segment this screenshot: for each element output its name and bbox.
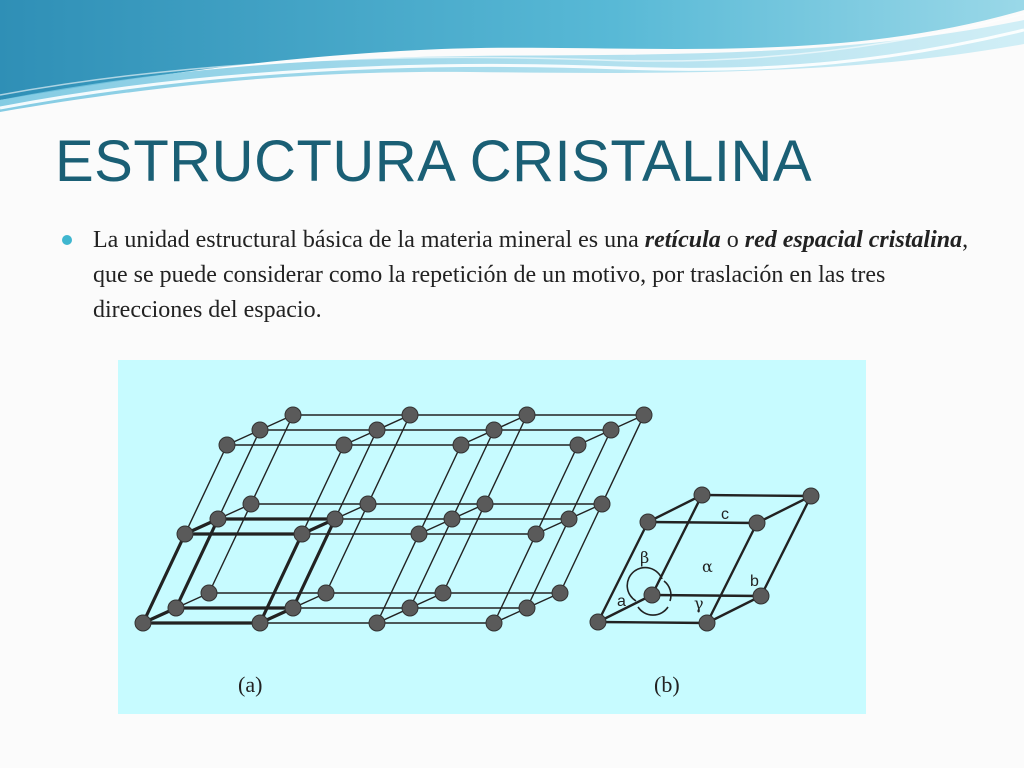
header-wave-decoration xyxy=(0,0,1024,120)
atom-node xyxy=(402,407,418,423)
atom-node xyxy=(369,422,385,438)
atom-node xyxy=(201,585,217,601)
atom-node xyxy=(444,511,460,527)
bullet-text-part3: , que se puede considerar como la repetición de un motivo, por traslación en las tres direcciones del espacio. xyxy=(93,227,969,323)
bullet-text xyxy=(93,223,982,328)
atom-node xyxy=(435,585,451,601)
atom-node xyxy=(552,585,568,601)
atom-node xyxy=(168,600,184,616)
atom-node xyxy=(486,615,502,631)
bullet-emphasis-red-espacial: red espacial cristalina xyxy=(744,227,963,253)
atom-node xyxy=(636,407,652,423)
atom-node xyxy=(360,496,376,512)
slide-title: ESTRUCTURA CRISTALINA xyxy=(55,129,813,194)
angle-label-alpha: α xyxy=(702,557,713,576)
atom-node xyxy=(369,615,385,631)
angle-arc-gamma xyxy=(638,607,668,615)
atom-node xyxy=(135,615,151,631)
atom-node xyxy=(694,487,710,503)
atom-node xyxy=(294,526,310,542)
atom-node xyxy=(318,585,334,601)
space-lattice-a xyxy=(135,407,652,631)
unit-cell-edge xyxy=(648,495,702,522)
bullet-emphasis-reticula: retícula xyxy=(644,227,721,253)
atom-node xyxy=(753,588,769,604)
atom-node xyxy=(411,526,427,542)
atom-node xyxy=(640,514,656,530)
atom-node xyxy=(519,407,535,423)
edge-label-a: a xyxy=(617,593,626,610)
angle-arc-alpha xyxy=(664,581,671,601)
atom-node xyxy=(336,437,352,453)
edge-label-b: b xyxy=(750,573,759,590)
atom-node xyxy=(285,407,301,423)
atom-node xyxy=(453,437,469,453)
unit-cell-edge xyxy=(652,495,702,595)
edge-label-c: c xyxy=(721,506,729,523)
unit-cell-edge xyxy=(598,622,707,623)
atom-node xyxy=(644,587,660,603)
bullet-text-part2: o xyxy=(720,227,745,253)
atom-node xyxy=(177,526,193,542)
atom-node xyxy=(210,511,226,527)
unit-cell-edge xyxy=(648,522,757,523)
label-b: (b) xyxy=(654,672,680,697)
label-a: (a) xyxy=(238,672,263,697)
unit-cell-edge xyxy=(652,595,761,596)
bullet-icon xyxy=(62,235,72,245)
atom-node xyxy=(603,422,619,438)
atom-node xyxy=(519,600,535,616)
crystal-lattice-figure xyxy=(118,360,866,714)
atom-node xyxy=(327,511,343,527)
lattice-diagram xyxy=(118,360,866,714)
bullet-text-part1: La unidad estructural básica de la materia mineral es una xyxy=(93,227,645,253)
unit-cell-edge xyxy=(702,495,811,496)
atom-node xyxy=(402,600,418,616)
atom-node xyxy=(243,496,259,512)
unit-cell-edge xyxy=(761,496,811,596)
atom-node xyxy=(219,437,235,453)
atom-node xyxy=(590,614,606,630)
bullet-paragraph xyxy=(62,223,982,328)
unit-cell-edge xyxy=(757,496,811,523)
atom-node xyxy=(570,437,586,453)
unit-cell-edge xyxy=(707,596,761,623)
atom-node xyxy=(594,496,610,512)
atom-node xyxy=(252,422,268,438)
atom-node xyxy=(528,526,544,542)
atom-node xyxy=(561,511,577,527)
atom-node xyxy=(803,488,819,504)
atom-node xyxy=(486,422,502,438)
atom-node xyxy=(285,600,301,616)
angle-label-gamma: γ xyxy=(694,594,704,613)
atom-node xyxy=(699,615,715,631)
angle-label-beta: β xyxy=(640,548,650,567)
atom-node xyxy=(477,496,493,512)
atom-node xyxy=(749,515,765,531)
atom-node xyxy=(252,615,268,631)
